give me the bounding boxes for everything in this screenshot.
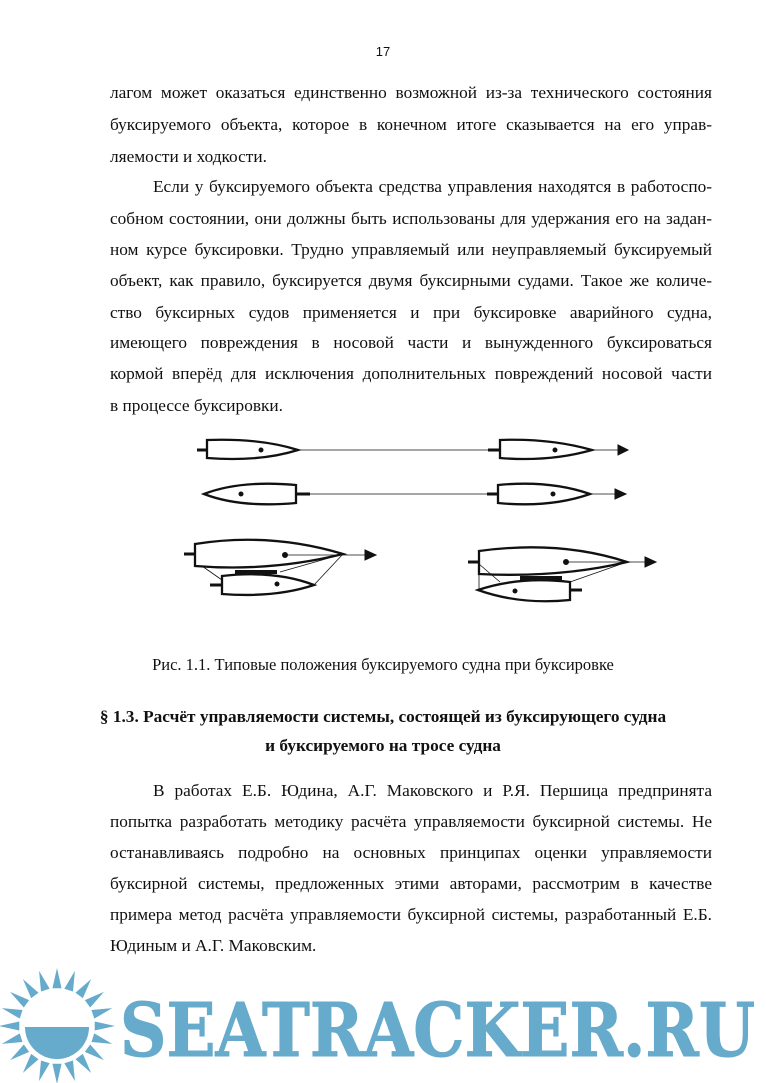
towing-scheme-2 bbox=[204, 484, 626, 505]
sun-ray bbox=[85, 992, 104, 1008]
towing-diagram bbox=[180, 430, 660, 610]
text-line: имеющего повреждения в носовой части и вынужденного буксироваться bbox=[110, 333, 712, 352]
text-line: объект, как правило, буксируется двумя буксирными судами. Такое же количе- bbox=[110, 271, 712, 290]
sun-ray bbox=[39, 971, 50, 992]
text-line: Юдиным и А.Г. Маковским. bbox=[110, 936, 317, 955]
sun-ray bbox=[75, 979, 91, 998]
sun-ray bbox=[52, 1064, 61, 1083]
sun-ray bbox=[2, 1008, 23, 1019]
seatracker-watermark bbox=[0, 960, 766, 1083]
text-line: ство буксирных судов применяется и при буксировке аварийного судна, bbox=[110, 303, 712, 322]
text-line: буксируемого объекта, которое в конечном итоге сказывается на его управ- bbox=[110, 115, 712, 134]
sun-ray bbox=[75, 1054, 91, 1073]
sun-ray bbox=[23, 1054, 39, 1073]
text-line: в процессе буксировки. bbox=[110, 396, 283, 415]
section-heading-line-2: и буксируемого на тросе судна bbox=[265, 736, 501, 755]
sun-ray bbox=[39, 1060, 50, 1081]
sun-ray bbox=[23, 979, 39, 998]
sun-logo-icon bbox=[0, 968, 115, 1083]
text-line: примера метод расчёта управляемости буксирной системы, разработанный Е.Б. bbox=[110, 905, 712, 924]
sun-ray bbox=[64, 971, 75, 992]
towing-scheme-3 bbox=[184, 540, 376, 595]
text-line: лагом может оказаться единственно возможной из-за технического состояния bbox=[110, 83, 712, 102]
text-line: В работах Е.Б. Юдина, А.Г. Маковского и Р.Я. Першица предпринята bbox=[153, 781, 712, 800]
page-number: 17 bbox=[375, 44, 391, 59]
text-line: ном курсе буксировки. Трудно управляемый или неуправляемый буксируемый bbox=[110, 240, 712, 259]
sun-ray bbox=[64, 1060, 75, 1081]
text-line: собном состоянии, они должны быть использованы для удержания его на задан- bbox=[110, 209, 712, 228]
section-heading: § 1.3. Расчёт управляемости системы, состоящей из буксирующего судна bbox=[99, 707, 667, 726]
text-line: останавливаясь подробно на основных принципах оценки управляемости bbox=[110, 843, 712, 862]
sun-ray bbox=[95, 1021, 115, 1030]
sun-ray bbox=[91, 1033, 112, 1044]
sun-ray bbox=[10, 1044, 29, 1060]
text-line: кормой вперёд для исключения дополнительных повреждений носовой части bbox=[110, 364, 712, 383]
sun-ray bbox=[2, 1033, 23, 1044]
sun-ray bbox=[10, 992, 29, 1008]
text-line: Если у буксируемого объекта средства управления находятся в работоспо- bbox=[153, 177, 712, 196]
towing-scheme-4 bbox=[468, 547, 656, 601]
watermark-text: SEATRACKER.RU bbox=[120, 988, 755, 1074]
sun-ray bbox=[52, 968, 61, 988]
text-line: попытка разработать методику расчёта управляемости буксирной системы. Не bbox=[110, 812, 712, 831]
figure-caption: Рис. 1.1. Типовые положения буксируемого судна при буксировке bbox=[152, 655, 614, 674]
text-line: буксирной системы, предложенных этими авторами, рассмотрим в качестве bbox=[110, 874, 712, 893]
sun-ray bbox=[85, 1044, 104, 1060]
sun-ray bbox=[0, 1021, 19, 1030]
text-line: ляемости и ходкости. bbox=[110, 147, 267, 166]
sun-ray bbox=[91, 1008, 112, 1019]
towing-scheme-1 bbox=[197, 440, 628, 459]
